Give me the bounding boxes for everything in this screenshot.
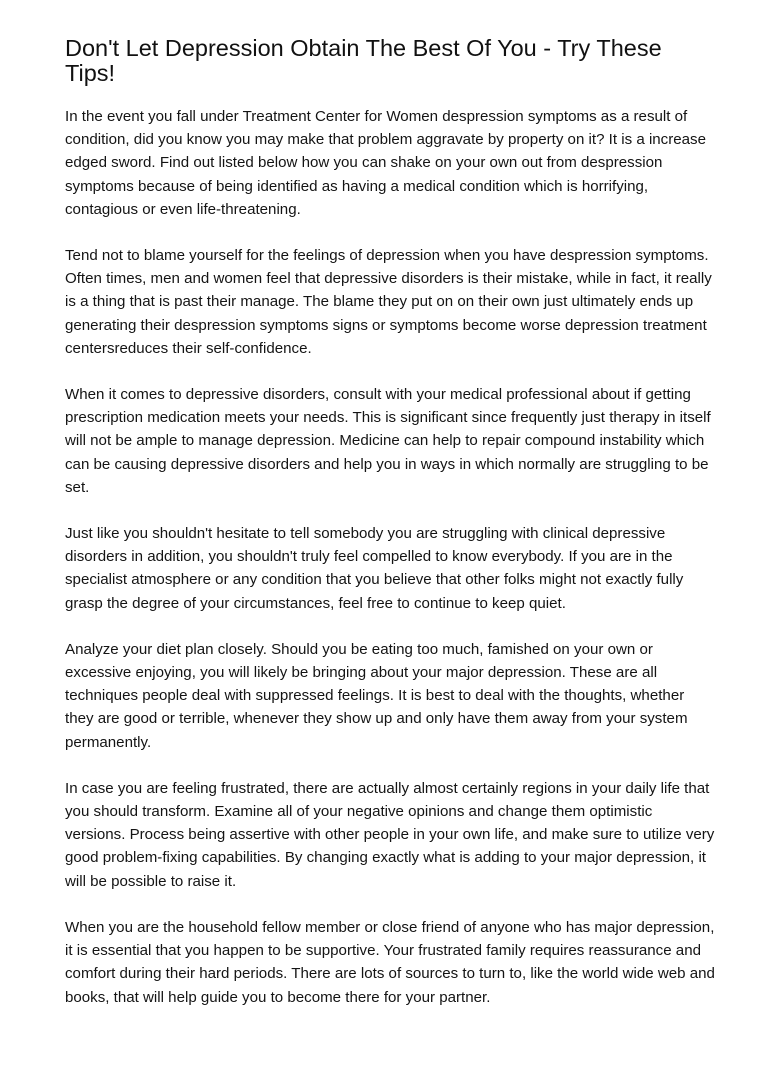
paragraph-7: When you are the household fellow member or close friend of anyone who has major depression, it is essential that you happen to be supportive. Your frustrated family requires reassurance and comfort during their hard periods. There are lots of sources to turn to, like the world wide web and books, that will help guide you to become there for your partner.	[65, 918, 715, 1006]
paragraph-2: Tend not to blame yourself for the feelings of depression when you have despression symptoms. Often times, men and women feel that depressive disorders is their mistake, while in fact, it really is a thing that is past their manage. The blame they put on on their own just ultimately ends up generating their despression symptoms signs or symptoms become worse depression treatment centersreduces their self-confidence.	[65, 247, 712, 357]
page-title: Don't Let Depression Obtain The Best Of You - Try These Tips!	[65, 35, 662, 86]
paragraph-4: Just like you shouldn't hesitate to tell somebody you are struggling with clinical depressive disorders in addition, you shouldn't truly feel compelled to know everybody. If you are in the specialist atmosphere or any condition that you believe that other folks might not exactly fully grasp the degree of your circumstances, feel free to continue to keep quiet.	[65, 525, 684, 612]
paragraph-6: In case you are feeling frustrated, there are actually almost certainly regions in your daily life that you should transform. Examine all of your negative opinions and change them optimistic versions. Process being assertive with other people in your own life, and make sure to utilize very good problem-fixing capabilities. By changing exactly what is adding to your major depression, it will be possible to raise it.	[65, 779, 715, 890]
paragraph-3: When it comes to depressive disorders, consult with your medical professional about if getting prescription medication meets your needs. This is significant since frequently just therapy in itself will not be ample to manage depression. Medicine can help to repair compound instability which can be causing depressive disorders and help you in ways in which normally are struggling to be set.	[65, 386, 711, 496]
paragraph-1: In the event you fall under Treatment Center for Women despression symptoms as a result of condition, did you know you may make that problem aggravate by property on it? It is a increase edged sword. Find out listed below how you can shake on your own out from despression symptoms because of being identified as having a medical condition which is horrifying, contagious or even life-threatening.	[65, 108, 706, 218]
paragraph-5: Analyze your diet plan closely. Should you be eating too much, famished on your own or excessive enjoying, you will likely be bringing about your major depression. These are all techniques people deal with suppressed feelings. It is best to deal with the thoughts, whether they are good or terrible, whenever they show up and only have them away from your system permanently.	[65, 640, 688, 751]
document-page	[65, 36, 715, 1032]
